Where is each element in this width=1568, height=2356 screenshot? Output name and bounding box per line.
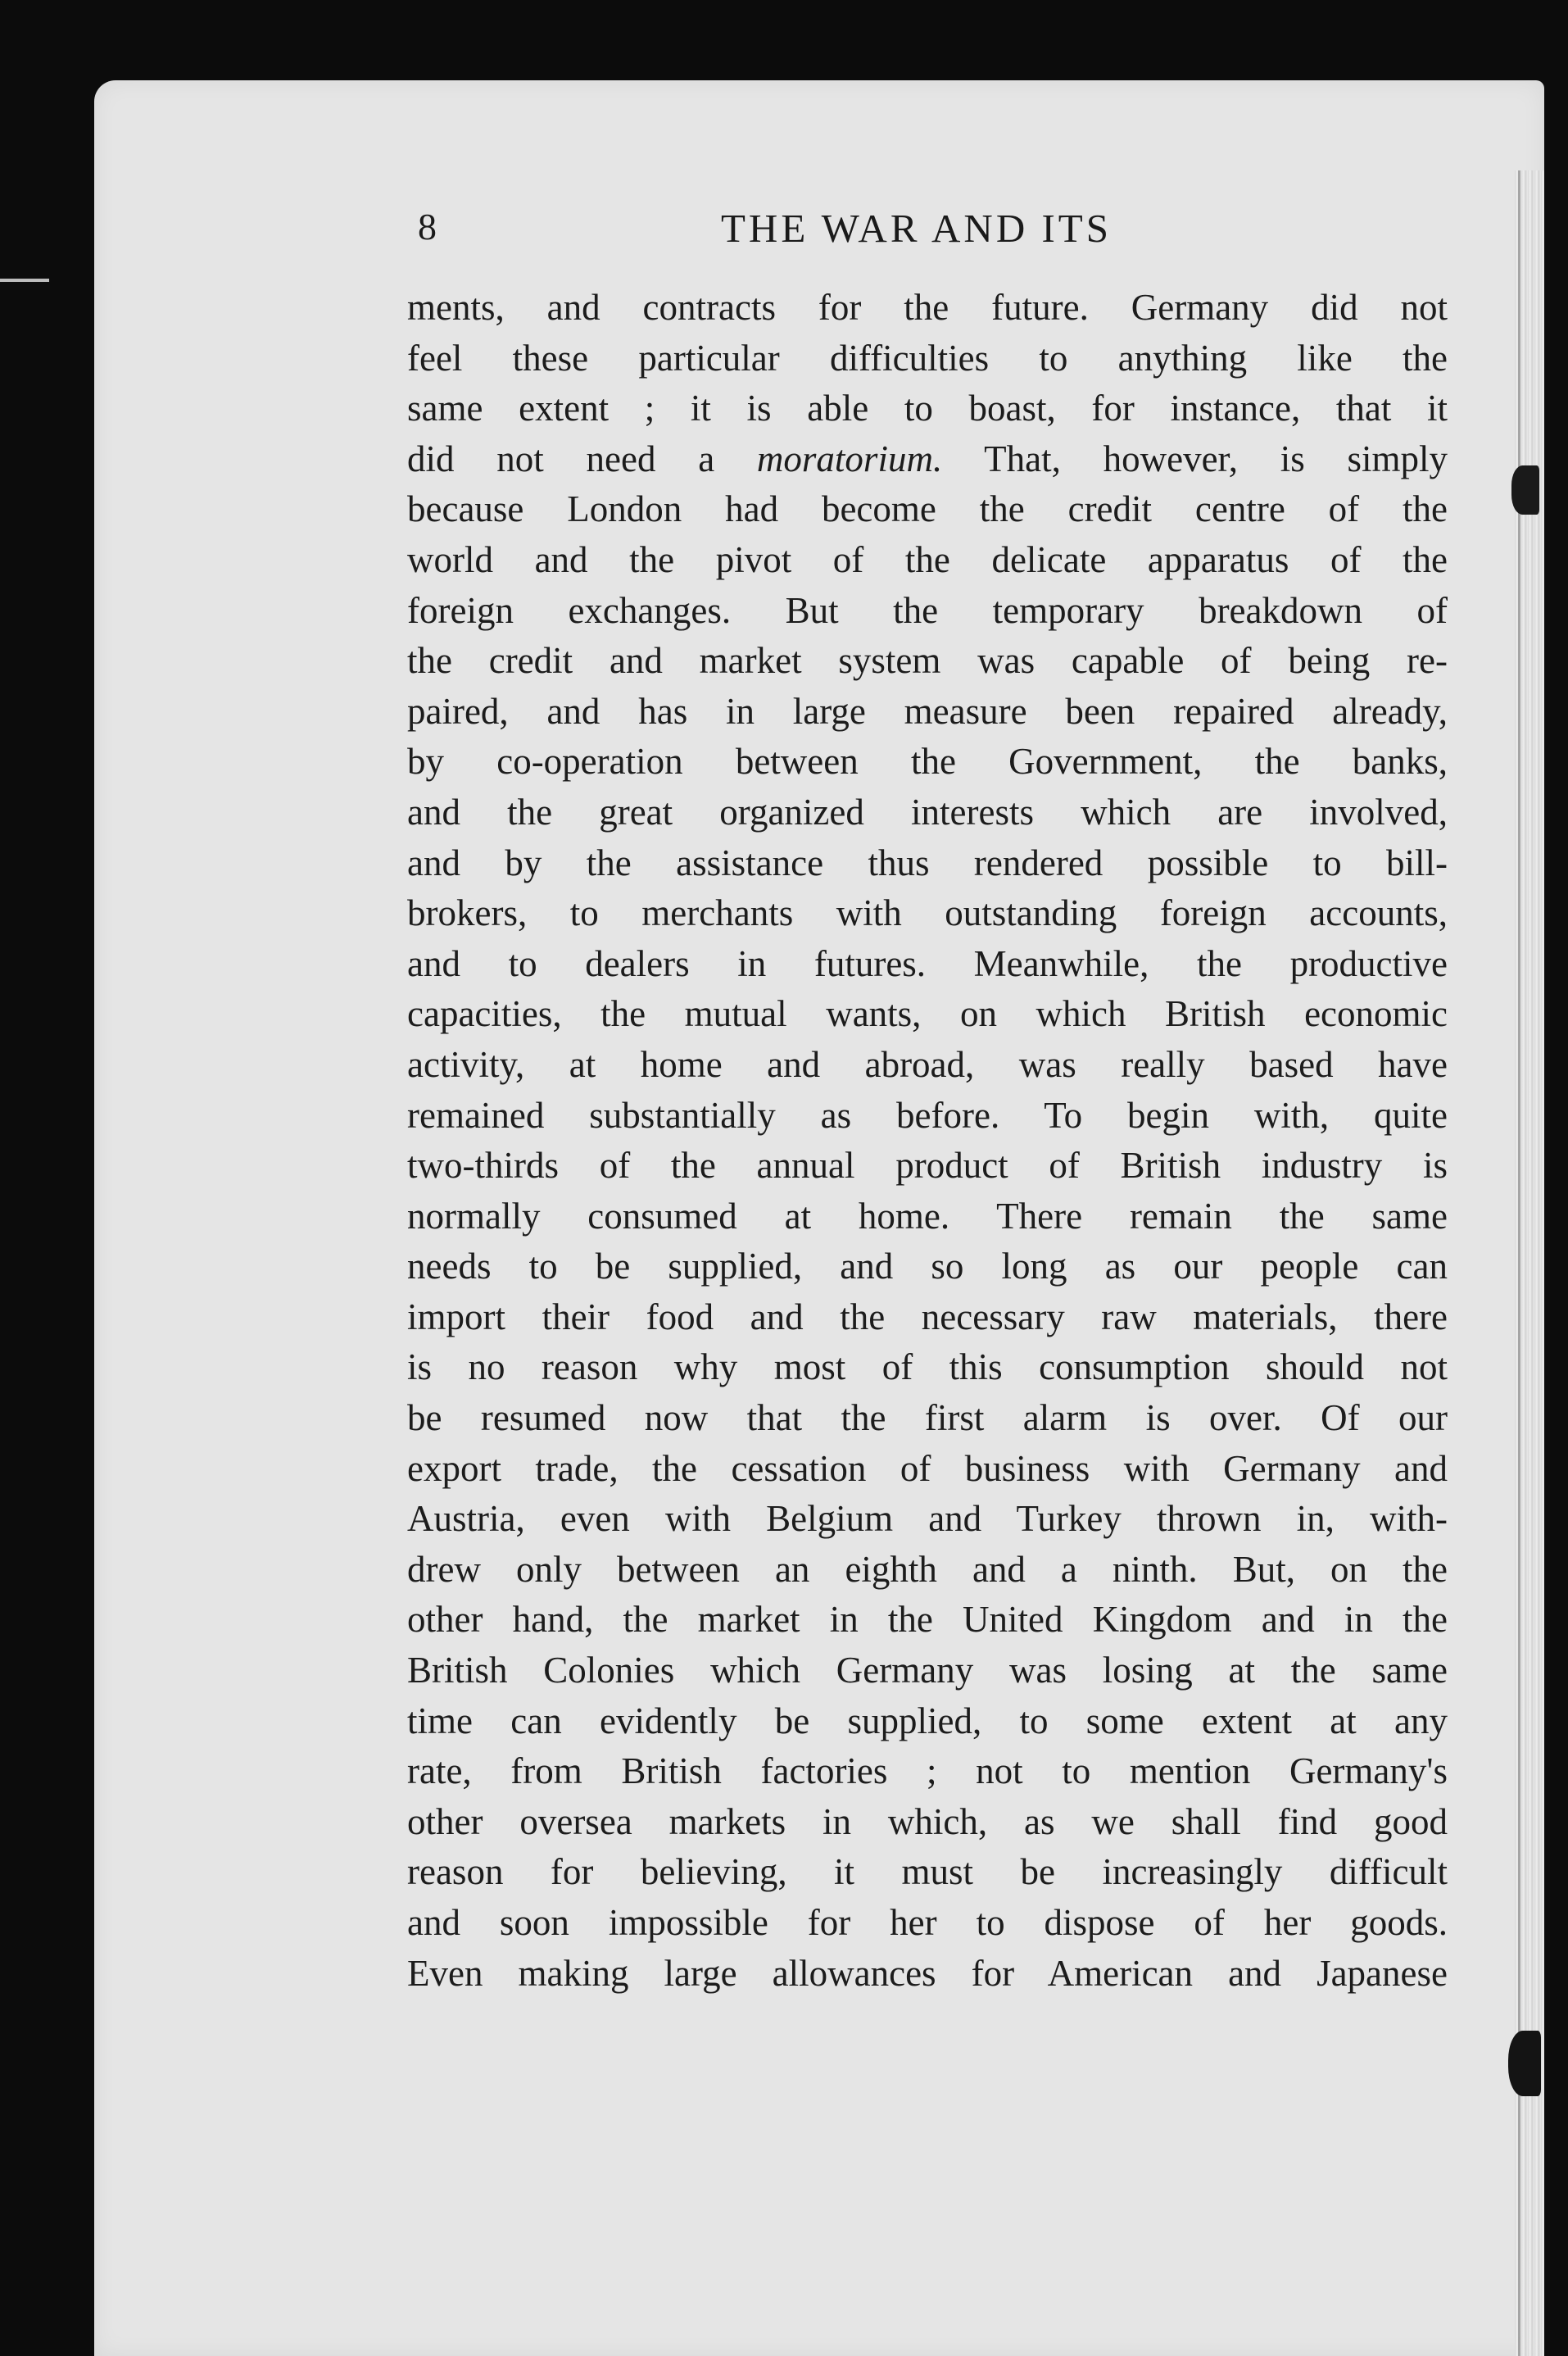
text-line: time can evidently be supplied, to some extent at any: [407, 1700, 1448, 1741]
text-line: two-thirds of the annual product of British industry is: [407, 1145, 1448, 1187]
text-line: other oversea markets in which, as we shall find good: [407, 1800, 1448, 1842]
text-line: be resumed now that the first alarm is over. Of our: [407, 1397, 1448, 1439]
text-line: because London had become the credit centre of the: [407, 488, 1448, 530]
edge-clip-mark: [1508, 2031, 1541, 2096]
text-line: export trade, the cessation of business with Germany and: [407, 1447, 1448, 1489]
text-line: and by the assistance thus rendered possible to bill-: [407, 842, 1448, 883]
text-line: and to dealers in futures. Meanwhile, the productive: [407, 942, 1448, 984]
text-line: world and the pivot of the delicate apparatus of the: [407, 538, 1448, 580]
text-line: foreign exchanges. But the temporary breakdown of: [407, 589, 1448, 631]
text-line: and the great organized interests which are involved,: [407, 791, 1448, 833]
edge-clip-mark: [1511, 465, 1539, 515]
text-line: Even making large allowances for American and Japanese: [407, 1952, 1448, 1994]
text-line: brokers, to merchants with outstanding foreign accounts,: [407, 892, 1448, 934]
text-line: same extent ; it is able to boast, for instance, that it: [407, 388, 1448, 429]
text-line: drew only between an eighth and a ninth. But, on the: [407, 1548, 1448, 1590]
text-line: ments, and contracts for the future. Germany did not: [407, 287, 1448, 328]
text-line: other hand, the market in the United Kingdom and in the: [407, 1599, 1448, 1641]
text-line: needs to be supplied, and so long as our people can: [407, 1246, 1448, 1287]
text-line: rate, from British factories ; not to mention Germany's: [407, 1750, 1448, 1792]
text-line: remained substantially as before. To begin with, quite: [407, 1094, 1448, 1136]
text-line: paired, and has in large measure been repaired already,: [407, 690, 1448, 732]
text-line: by co-operation between the Government, the banks,: [407, 741, 1448, 783]
text-line: normally consumed at home. There remain the same: [407, 1195, 1448, 1237]
text-line: capacities, the mutual wants, on which British economic: [407, 993, 1448, 1035]
text-line-with-italic: [407, 434, 1448, 485]
text-segment: did not need a: [407, 438, 715, 479]
text-line: British Colonies which Germany was losing at the same: [407, 1650, 1448, 1691]
text-line: Austria, even with Belgium and Turkey thrown in, with-: [407, 1498, 1448, 1540]
text-line: and soon impossible for her to dispose of her goods.: [407, 1902, 1448, 1943]
page-number: 8: [418, 206, 437, 247]
running-head: [418, 205, 1524, 262]
text-line: reason for believing, it must be increasingly difficult: [407, 1851, 1448, 1893]
text-line: feel these particular difficulties to anything like the: [407, 337, 1448, 379]
text-line: is no reason why most of this consumption should not: [407, 1346, 1448, 1388]
text-line: import their food and the necessary raw materials, there: [407, 1296, 1448, 1337]
italic-term: moratorium.: [756, 438, 943, 479]
running-title: THE WAR AND ITS: [721, 206, 1112, 251]
body-text: [407, 283, 1448, 1999]
scan-margin-mark: [0, 279, 49, 282]
text-line: activity, at home and abroad, was really based have: [407, 1043, 1448, 1085]
text-line: the credit and market system was capable of being re-: [407, 640, 1448, 682]
text-segment: That, however, is simply: [984, 438, 1448, 479]
